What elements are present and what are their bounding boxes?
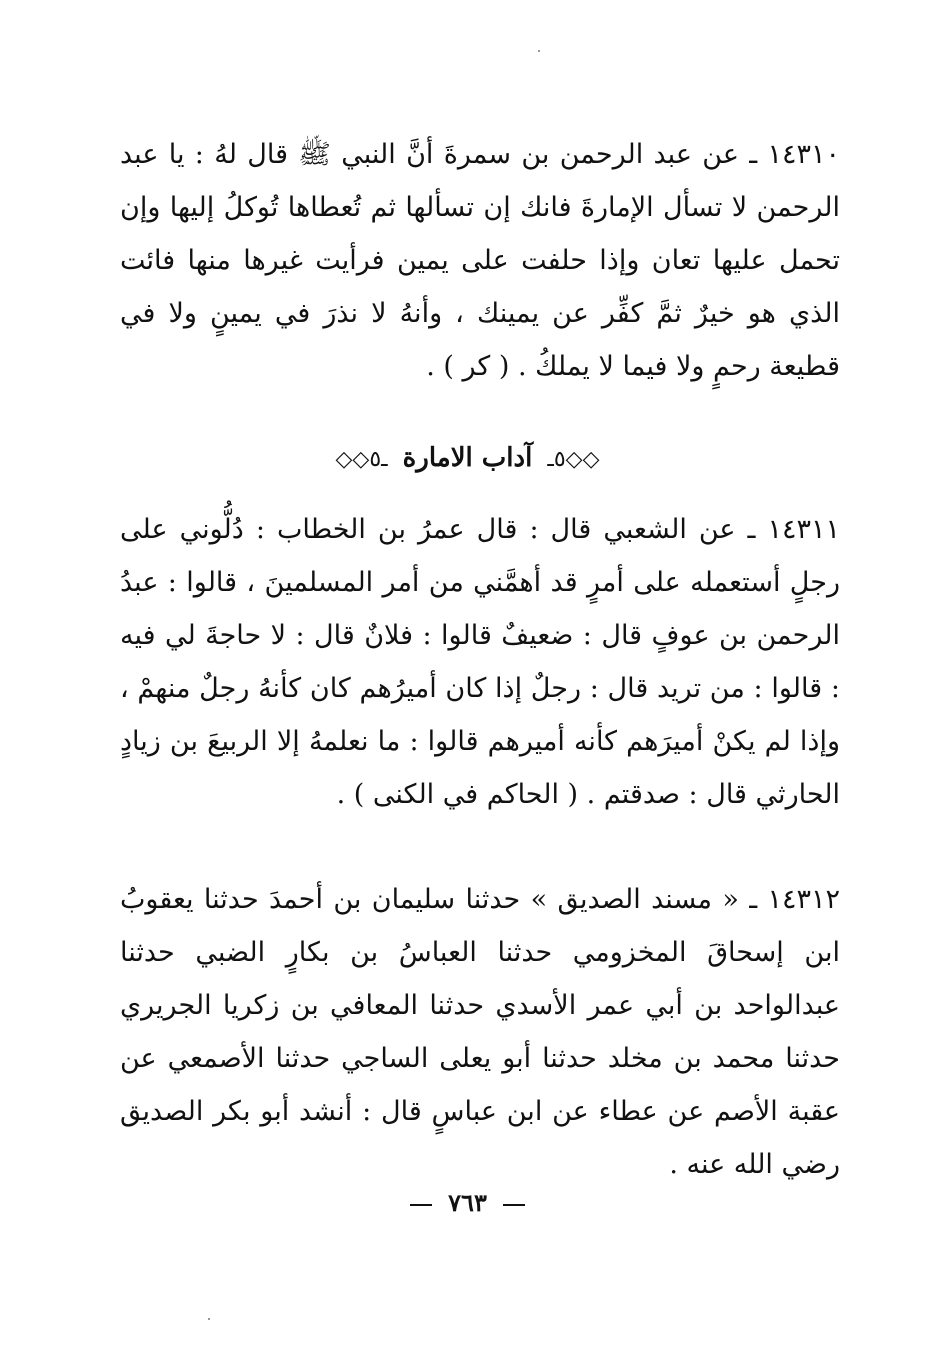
- hadith-paragraph-1312: [120, 873, 840, 1191]
- section-heading: [0, 438, 935, 480]
- hadith-paragraph-1310: [120, 128, 840, 393]
- section-title-text: آداب الامارة: [402, 443, 533, 473]
- page-number-text: ٧٦٣: [448, 1188, 487, 1217]
- scan-speck: [208, 1318, 210, 1320]
- hadith-paragraph-1311: [120, 503, 840, 821]
- scan-speck: [538, 50, 540, 52]
- paragraph-text: ١٤٣١١ ـ عن الشعبي قال : قال عمرُ بن الخطاب : دُلُّوني على رجلٍ أستعمله على أمرٍ قد أهمَّني من أمر المسلمينَ ، قالوا : عبدُ الرحمن بن عوفٍ قال : ضعيفٌ قالوا : فلانٌ قال : لا حاجةَ لي فيه : قالوا : من تريد قال : رجلٌ إذا كان أميرُهم كان كأنهُ رجلٌ منهمْ ، وإذا لم يكنْ أميرَهم كأنه أميرهم قالوا : ما نعلمهُ إلا الربيعَ بن زيادٍ الحارثي قال : صدقتم . ( الحاكم في الكنى ) .: [120, 514, 840, 810]
- ornament-right-icon: ◇◇٥ـ: [547, 447, 600, 472]
- dash-decoration: [503, 1204, 525, 1206]
- dash-decoration: [410, 1204, 432, 1206]
- paragraph-text: ١٤٣١٠ ـ عن عبد الرحمن بن سمرةَ أنَّ النبي ﷺ قال لهُ : يا عبد الرحمن لا تسأل الإمارةَ فانك إن تسألها ثم تُعطاها تُوكلُ إليها وإن تحمل عليها تعان وإذا حلفت على يمين فرأيت غيرها منها فائت الذي هو خيرٌ ثمَّ كفِّر عن يمينك ، وأنهُ لا نذرَ في يمينٍ ولا في قطيعة رحمٍ ولا فيما لا يملكُ . ( كر ) .: [120, 139, 840, 382]
- ornament-left-icon: ـ٥◇◇: [335, 447, 388, 472]
- paragraph-text: ١٤٣١٢ ـ « مسند الصديق » حدثنا سليمان بن أحمدَ حدثنا يعقوبُ ابن إسحاقَ المخزومي حدثنا العباسُ بن بكارٍ الضبي حدثنا عبدالواحد بن أبي عمر الأسدي حدثنا المعافي بن زكريا الجريري حدثنا محمد بن مخلد حدثنا أبو يعلى الساجي حدثنا الأصمعي عن عقبة الأصم عن عطاء عن ابن عباسٍ قال : أنشد أبو بكر الصديق رضي الله عنه .: [120, 884, 840, 1180]
- page-number: [0, 1188, 935, 1218]
